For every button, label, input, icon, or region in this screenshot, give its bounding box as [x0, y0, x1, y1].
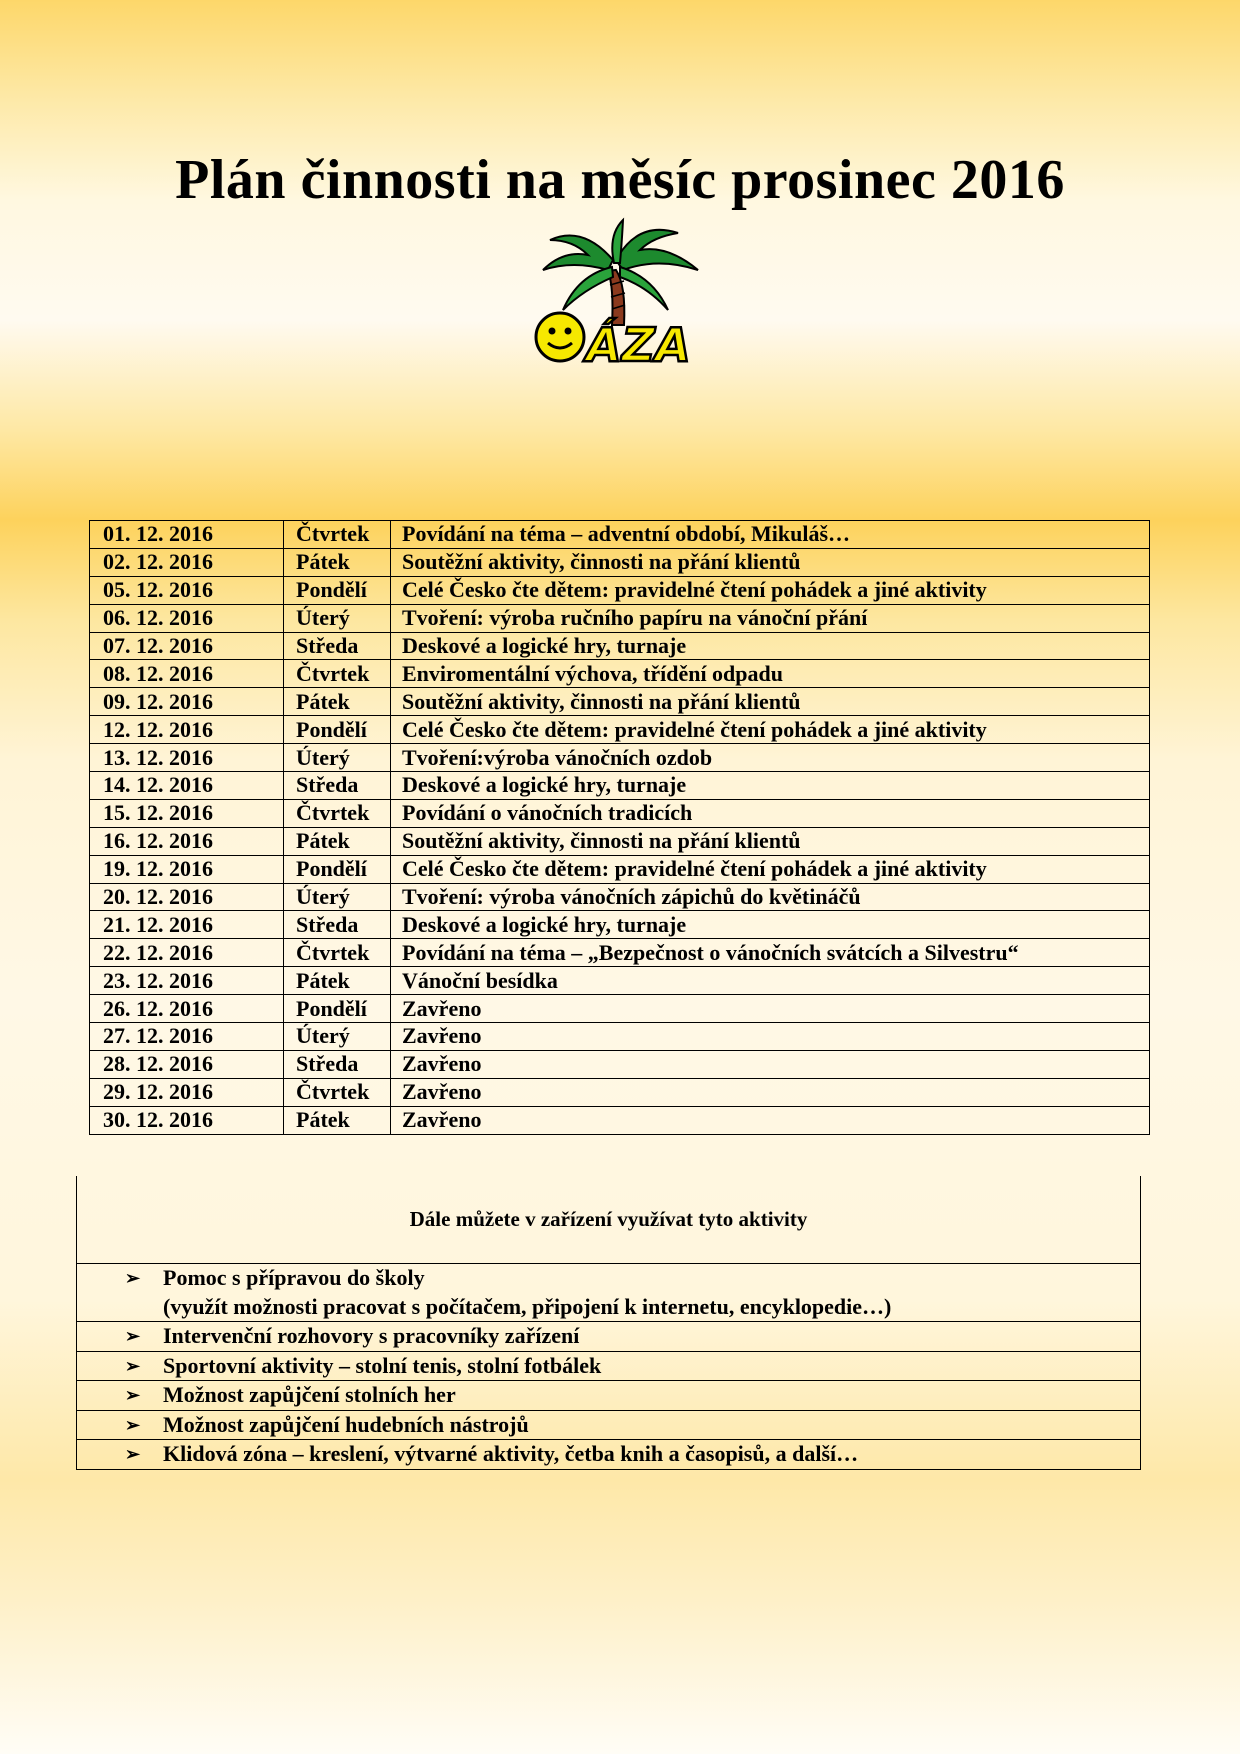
list-item-subtext: (využít možnosti pracovat s počítačem, připojení k internetu, encyklopedie…): [163, 1293, 892, 1319]
schedule-date: 13. 12. 2016: [90, 744, 284, 772]
schedule-day: Čtvrtek: [284, 660, 391, 688]
schedule-activity: Tvoření: výroba ručního papíru na vánoční přání: [391, 604, 1150, 632]
schedule-activity: Deskové a logické hry, turnaje: [391, 772, 1150, 800]
schedule-activity: Deskové a logické hry, turnaje: [391, 632, 1150, 660]
schedule-date: 16. 12. 2016: [90, 827, 284, 855]
schedule-date: 06. 12. 2016: [90, 604, 284, 632]
table-row: [90, 548, 1150, 576]
schedule-date: 09. 12. 2016: [90, 688, 284, 716]
table-row: [90, 855, 1150, 883]
schedule-activity: Celé Česko čte dětem: pravidelné čtení pohádek a jiné aktivity: [391, 576, 1150, 604]
schedule-day: Pondělí: [284, 716, 391, 744]
schedule-day: Čtvrtek: [284, 521, 391, 549]
arrow-bullet-icon: ➢: [125, 1414, 141, 1435]
schedule-date: 29. 12. 2016: [90, 1078, 284, 1106]
table-row: [90, 883, 1150, 911]
schedule-day: Pátek: [284, 967, 391, 995]
schedule-date: 15. 12. 2016: [90, 799, 284, 827]
schedule-activity: Celé Česko čte dětem: pravidelné čtení pohádek a jiné aktivity: [391, 855, 1150, 883]
list-item-text: Klidová zóna – kreslení, výtvarné aktivity, četba knih a časopisů, a další…: [163, 1441, 859, 1466]
list-item: [77, 1322, 1140, 1352]
table-row: [90, 827, 1150, 855]
table-row: [90, 716, 1150, 744]
table-row: [90, 576, 1150, 604]
schedule-activity: Zavřeno: [391, 1023, 1150, 1051]
schedule-date: 30. 12. 2016: [90, 1106, 284, 1134]
table-row: [90, 1023, 1150, 1051]
schedule-activity: Zavřeno: [391, 1078, 1150, 1106]
schedule-date: 01. 12. 2016: [90, 521, 284, 549]
logo-text: ÁZA: [586, 318, 691, 370]
schedule-activity: Povídání na téma – adventní období, Mikuláš…: [391, 521, 1150, 549]
arrow-bullet-icon: ➢: [125, 1268, 141, 1288]
arrow-bullet-icon: ➢: [125, 1385, 141, 1405]
schedule-day: Středa: [284, 911, 391, 939]
schedule-date: 28. 12. 2016: [90, 1050, 284, 1078]
list-item-text: Sportovní aktivity – stolní tenis, stolní fotbálek: [163, 1352, 602, 1378]
table-row: [90, 604, 1150, 632]
schedule-date: 27. 12. 2016: [90, 1023, 284, 1051]
schedule-date: 19. 12. 2016: [90, 855, 284, 883]
list-item-text: Intervenční rozhovory s pracovníky zařízení: [163, 1323, 580, 1348]
schedule-day: Pondělí: [284, 855, 391, 883]
schedule-day: Úterý: [284, 604, 391, 632]
arrow-bullet-icon: ➢: [125, 1326, 141, 1346]
oaza-logo: [528, 215, 718, 370]
table-row: [90, 1050, 1150, 1078]
arrow-bullet-icon: ➢: [125, 1444, 141, 1464]
schedule-day: Středa: [284, 772, 391, 800]
schedule-activity: Zavřeno: [391, 1106, 1150, 1134]
schedule-activity: Soutěžní aktivity, činnosti na přání klientů: [391, 548, 1150, 576]
list-item-text: Možnost zapůjčení stolních her: [163, 1382, 456, 1407]
list-item: [77, 1264, 1140, 1322]
schedule-date: 20. 12. 2016: [90, 883, 284, 911]
extras-heading: Dále můžete v zařízení využívat tyto aktivity: [77, 1176, 1140, 1264]
schedule-day: Čtvrtek: [284, 799, 391, 827]
schedule-date: 02. 12. 2016: [90, 548, 284, 576]
schedule-day: Čtvrtek: [284, 1078, 391, 1106]
schedule-date: 23. 12. 2016: [90, 967, 284, 995]
list-item-text: Pomoc s přípravou do školy: [163, 1265, 425, 1290]
table-row: [90, 799, 1150, 827]
list-item: [77, 1440, 1140, 1469]
arrow-bullet-icon: ➢: [125, 1355, 141, 1376]
table-row: [90, 521, 1150, 549]
schedule-day: Úterý: [284, 744, 391, 772]
table-row: [90, 1106, 1150, 1134]
table-row: [90, 772, 1150, 800]
schedule-date: 08. 12. 2016: [90, 660, 284, 688]
table-row: [90, 967, 1150, 995]
schedule-day: Pátek: [284, 1106, 391, 1134]
list-item: [77, 1352, 1140, 1382]
schedule-activity: Soutěžní aktivity, činnosti na přání klientů: [391, 827, 1150, 855]
schedule-activity: Povídání o vánočních tradicích: [391, 799, 1150, 827]
additional-activities: [76, 1176, 1141, 1470]
schedule-day: Čtvrtek: [284, 939, 391, 967]
table-row: [90, 744, 1150, 772]
schedule-date: 12. 12. 2016: [90, 716, 284, 744]
table-row: [90, 995, 1150, 1023]
schedule-activity: Soutěžní aktivity, činnosti na přání klientů: [391, 688, 1150, 716]
list-item: [77, 1381, 1140, 1411]
table-row: [90, 688, 1150, 716]
schedule-day: Pondělí: [284, 995, 391, 1023]
schedule-day: Úterý: [284, 1023, 391, 1051]
schedule-activity: Deskové a logické hry, turnaje: [391, 911, 1150, 939]
schedule-table: [89, 520, 1150, 1135]
schedule-activity: Povídání na téma – „Bezpečnost o vánočních svátcích a Silvestru“: [391, 939, 1150, 967]
schedule-activity: Tvoření:výroba vánočních ozdob: [391, 744, 1150, 772]
schedule-date: 26. 12. 2016: [90, 995, 284, 1023]
schedule-activity: Vánoční besídka: [391, 967, 1150, 995]
schedule-date: 14. 12. 2016: [90, 772, 284, 800]
schedule-activity: Tvoření: výroba vánočních zápichů do květináčů: [391, 883, 1150, 911]
table-row: [90, 660, 1150, 688]
page-title: Plán činnosti na měsíc prosinec 2016: [175, 149, 1065, 211]
schedule-date: 05. 12. 2016: [90, 576, 284, 604]
list-item: [77, 1411, 1140, 1441]
schedule-date: 21. 12. 2016: [90, 911, 284, 939]
schedule-date: 07. 12. 2016: [90, 632, 284, 660]
schedule-day: Pondělí: [284, 576, 391, 604]
schedule-activity: Celé Česko čte dětem: pravidelné čtení pohádek a jiné aktivity: [391, 716, 1150, 744]
table-row: [90, 911, 1150, 939]
table-row: [90, 1078, 1150, 1106]
schedule-day: Pátek: [284, 688, 391, 716]
schedule-day: Středa: [284, 632, 391, 660]
table-row: [90, 939, 1150, 967]
list-item-text: Možnost zapůjčení hudebních nástrojů: [163, 1411, 529, 1437]
schedule-activity: Enviromentální výchova, třídění odpadu: [391, 660, 1150, 688]
schedule-day: Pátek: [284, 827, 391, 855]
schedule-day: Úterý: [284, 883, 391, 911]
schedule-date: 22. 12. 2016: [90, 939, 284, 967]
schedule-day: Pátek: [284, 548, 391, 576]
table-row: [90, 632, 1150, 660]
schedule-activity: Zavřeno: [391, 1050, 1150, 1078]
schedule-activity: Zavřeno: [391, 995, 1150, 1023]
schedule-day: Středa: [284, 1050, 391, 1078]
